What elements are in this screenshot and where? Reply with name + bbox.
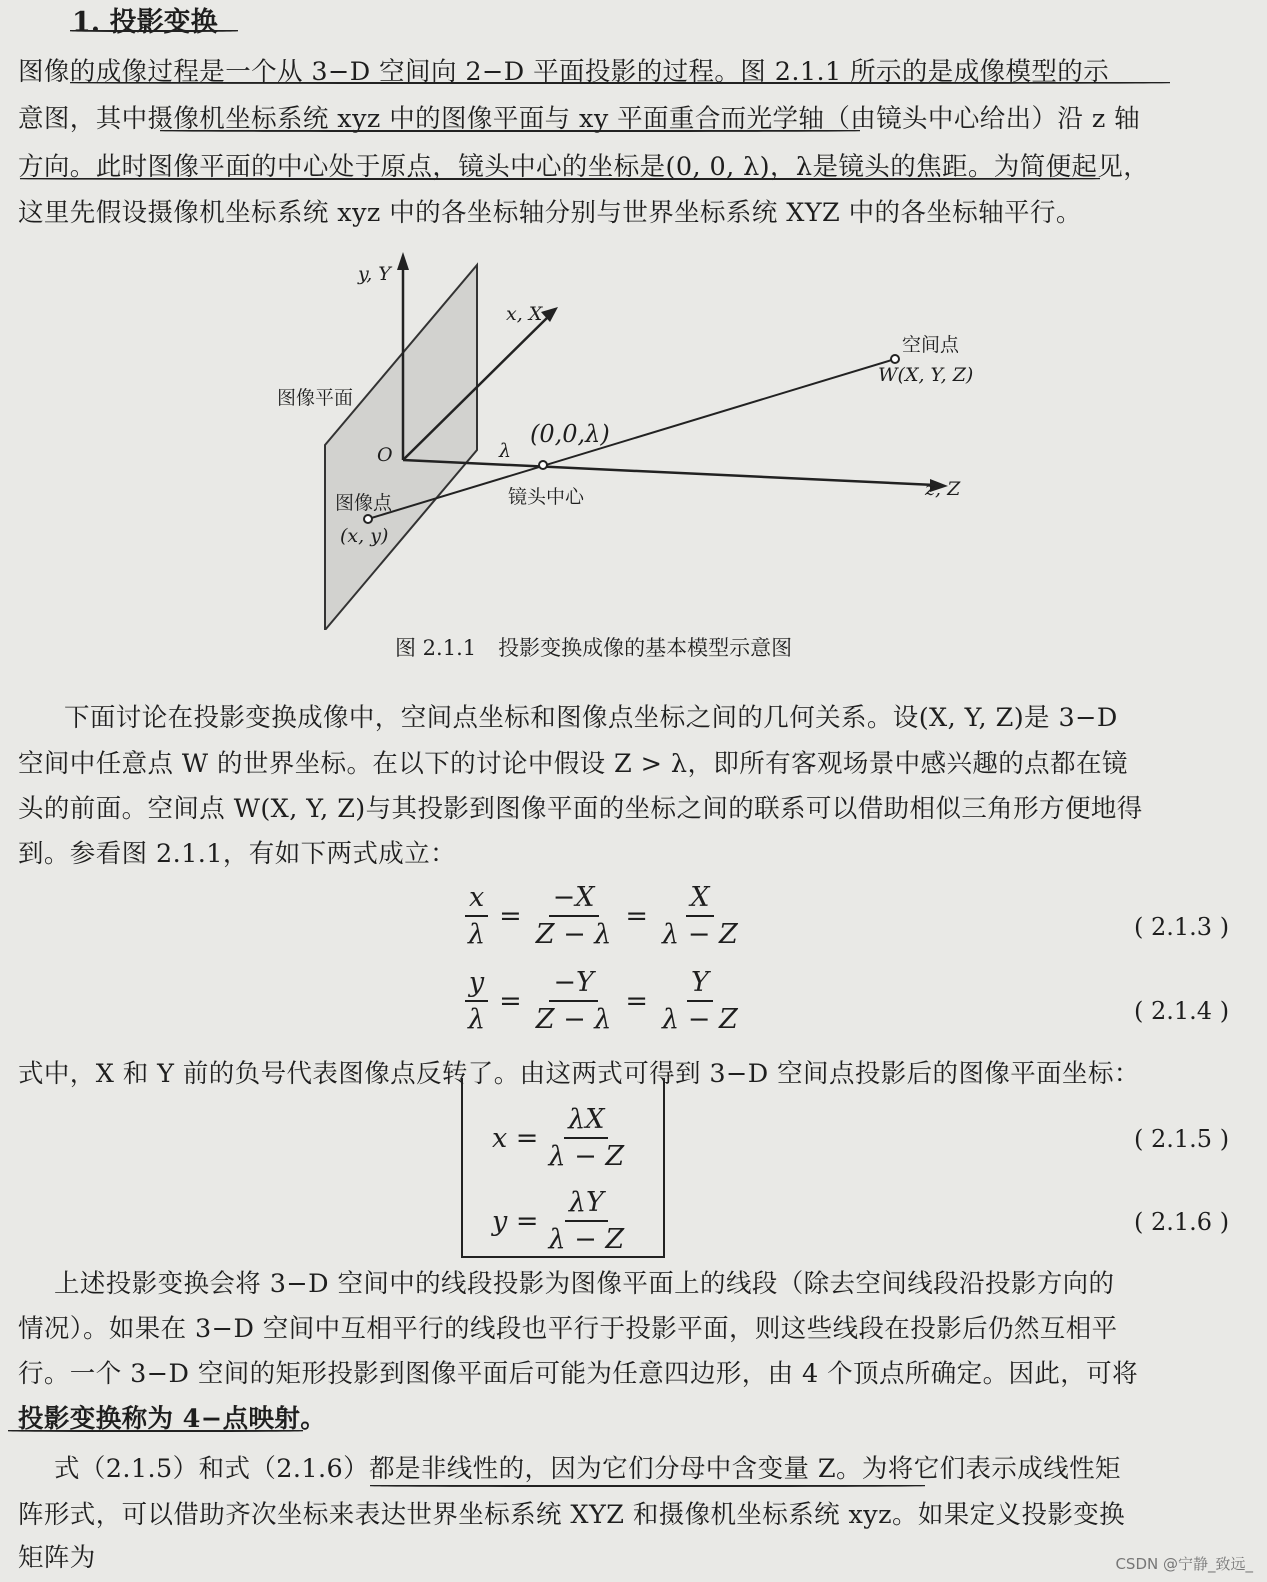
eq5-lhs: x = [492,1122,539,1154]
fig-label-origin: O [377,444,393,466]
equation-2-1-4: $\frac{y}{\lambda}$ = $\frac{-Y}{Z - \lambda}$ = $\frac{Y}{\lambda - Z}$ [458,967,748,1035]
image-point-marker [364,515,372,523]
line-proj-3: 行。一个 3−D 空间的矩形投影到图像平面后可能为任意四边形，由 4 个顶点所确定。因此，可将 [18,1359,1138,1389]
eq4-mid-den: Z − λ [535,1004,612,1035]
eq-number-2-1-4: ( 2.1.4 ) [1134,997,1230,1025]
eq5-den: λ − Z [548,1141,625,1172]
eq3-rhs-num: X [686,882,713,917]
discuss-line-1: 下面讨论在投影变换成像中，空间点坐标和图像点坐标之间的几何关系。设(X, Y, Z)是 3−D [64,703,1118,733]
eq-number-2-1-6: ( 2.1.6 ) [1134,1208,1230,1236]
space-point-marker [891,355,899,363]
fig-label-space-point: 空间点 [902,334,960,356]
csdn-watermark: CSDN @宁静_致远_ [1115,1555,1253,1573]
equation-2-1-5 [492,1104,634,1172]
z-axis-line [403,460,935,485]
line-proj-2: 情况）。如果在 3−D 空间中互相平行的线段也平行于投影平面，则这些线段在投影后仍然互相平 [18,1314,1118,1344]
eq3-lhs-den: λ [468,919,486,950]
eq-number-2-1-5: ( 2.1.5 ) [1134,1125,1230,1153]
section-heading: 1. 投影变换 [72,7,218,38]
eq4-lhs-num: y [465,967,488,1002]
discuss-line-2: 空间中任意点 W 的世界坐标。在以下的讨论中假设 Z > λ，即所有客观场景中感兴趣的点都在镜 [18,749,1128,779]
eq3-lhs-num: x [465,882,488,917]
nonlinear-line-2: 阵形式，可以借助齐次坐标来表达世界坐标系统 XYZ 和摄像机坐标系统 xyz。如果定义投影变换 [18,1500,1126,1530]
fig-label-lens-coord-handwritten: (0,0,λ) [530,420,610,448]
intro-line-1: 图像的成像过程是一个从 3−D 空间向 2−D 平面投影的过程。图 2.1.1 所示的是成像模型的示 [18,57,1110,87]
eq4-rhs-num: Y [687,967,713,1002]
discuss-line-3: 头的前面。空间点 W(X, Y, Z)与其投影到图像平面的坐标之间的联系可以借助相似三角形方便地得 [18,794,1143,824]
eq5-num: λX [564,1104,608,1139]
eq3-mid-num: −X [549,882,599,917]
fig-label-image-point-coord: (x, y) [340,525,389,547]
eq4-mid-num: −Y [549,967,597,1002]
intro-line-4: 这里先假设摄像机坐标系统 xyz 中的各坐标轴分别与世界坐标系统 XYZ 中的各坐标轴平行。 [18,198,1082,228]
fig-label-image-plane: 图像平面 [277,387,354,409]
fig-label-y-axis: y, Y [358,263,391,285]
eq-number-2-1-3: ( 2.1.3 ) [1134,913,1230,941]
fig-label-lens-center: 镜头中心 [508,486,585,508]
equation-2-1-6 [492,1187,634,1255]
fig-label-x-axis: x, X [506,303,543,325]
line-proj-1: 上述投影变换会将 3−D 空间中的线段投影为图像平面上的线段（除去空间线段沿投影方向的 [54,1269,1115,1299]
nonlinear-line-1: 式（2.1.5）和式（2.1.6）都是非线性的，因为它们分母中含变量 Z。为将它们表示成线性矩 [54,1454,1121,1484]
fig-label-space-point-coord: W(X, Y, Z) [878,364,974,386]
eq4-lhs-den: λ [468,1004,486,1035]
eq3-rhs-den: λ − Z [662,919,738,950]
lens-center-marker [539,461,547,469]
figure-caption [395,632,814,662]
projection-model-figure [0,0,1267,630]
eq3-mid-den: Z − λ [535,919,612,950]
intro-line-2: 意图，其中摄像机坐标系统 xyz 中的图像平面与 xy 平面重合而光学轴（由镜头中心给出）沿 z 轴 [18,104,1141,134]
line-proj-4: 投影变换称为 4−点映射。 [18,1404,327,1434]
equation-2-1-3: $\frac{x}{\lambda}$ = $\frac{-X}{Z - \lambda}$ = $\frac{X}{\lambda - Z}$ [458,882,748,950]
figure-caption-text: 投影变换成像的基本模型示意图 [498,636,793,660]
eq6-lhs: y = [492,1205,539,1237]
handwritten-underline [370,1485,925,1487]
intro-line-3: 方向。此时图像平面的中心处于原点，镜头中心的坐标是(0, 0, λ)，λ是镜头的焦距。为简便起见， [18,152,1150,182]
y-axis-arrow [397,252,409,270]
nonlinear-line-3: 矩阵为 [18,1543,96,1573]
figure-caption-number: 图 2.1.1 [395,636,477,660]
eq6-num: λY [565,1187,608,1222]
fig-label-image-point: 图像点 [335,492,393,514]
discuss-line-4: 到。参看图 2.1.1，有如下两式成立： [18,839,456,869]
fig-label-lambda: λ [499,440,512,462]
after-eq-line: 式中，X 和 Y 前的负号代表图像点反转了。由这两式可得到 3−D 空间点投影后的图像平面坐标： [18,1059,1140,1089]
eq4-rhs-den: λ − Z [662,1004,738,1035]
image-plane-shape [325,265,477,630]
handwritten-underline [8,1430,303,1432]
fig-label-z-axis: z, Z [925,478,961,500]
eq6-den: λ − Z [548,1224,625,1255]
